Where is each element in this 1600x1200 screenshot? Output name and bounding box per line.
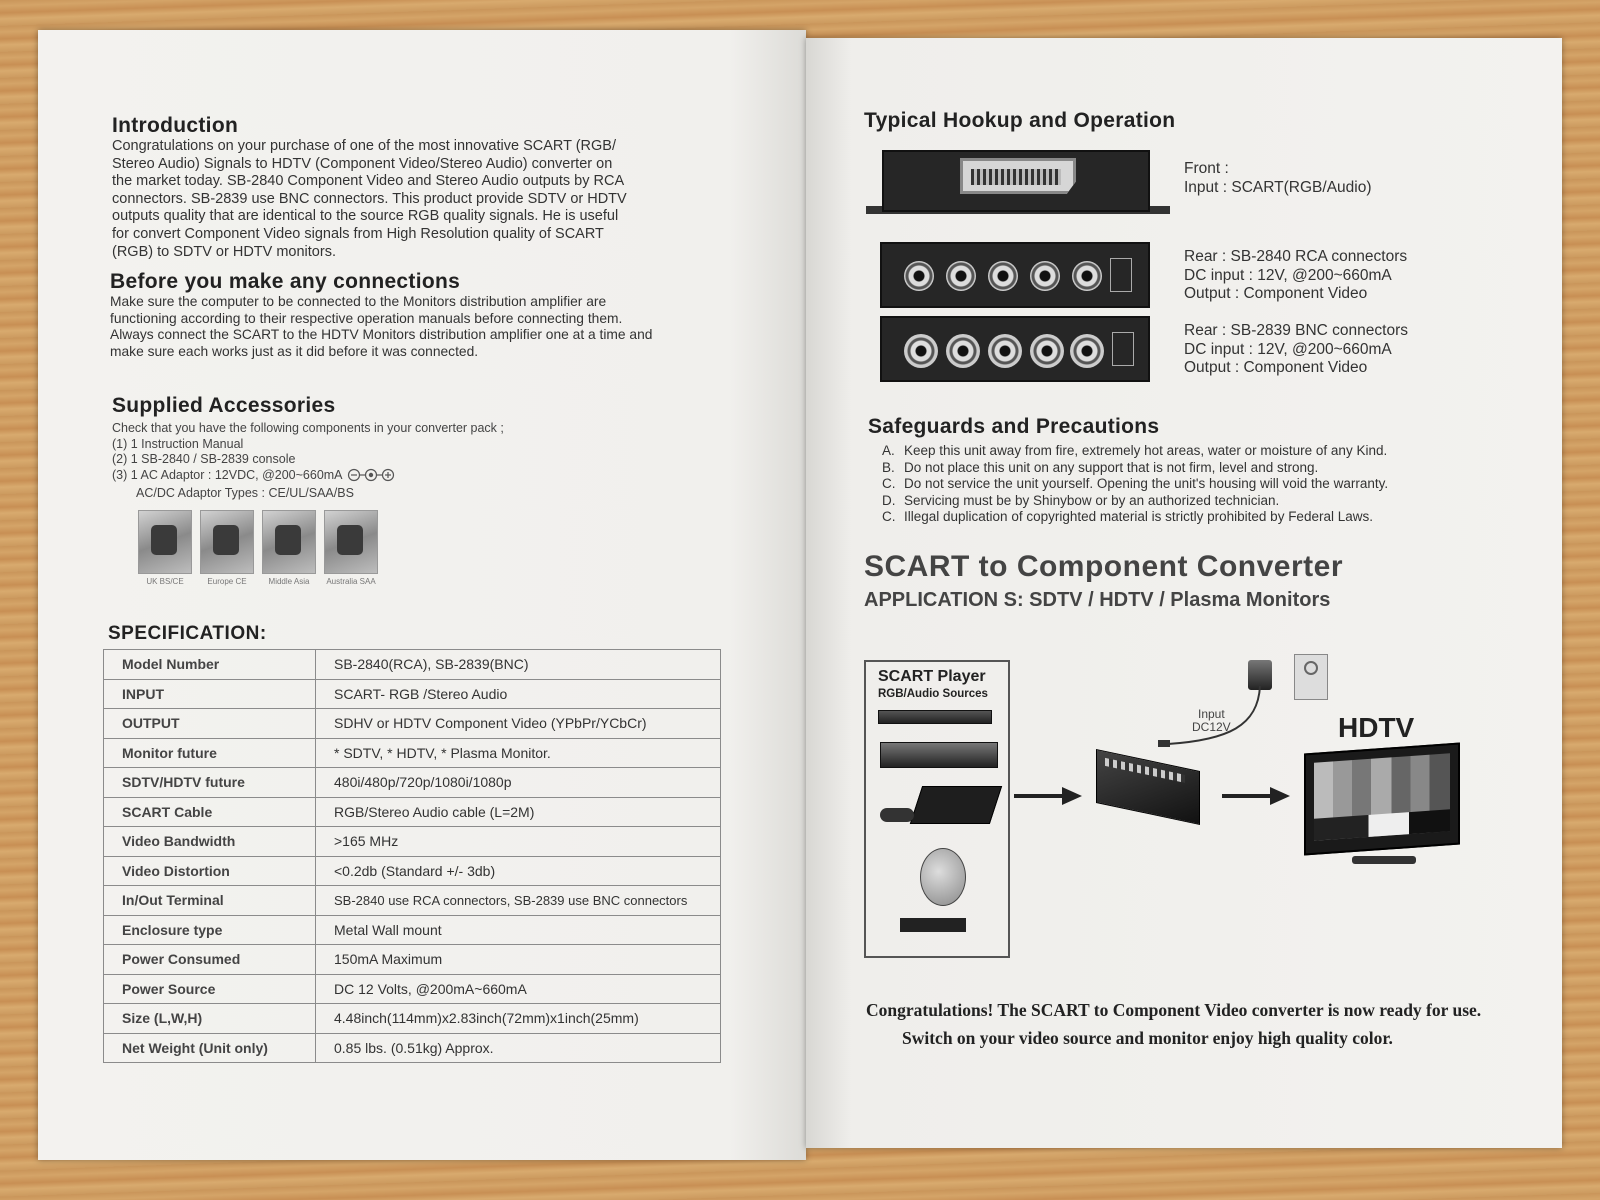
bnc-jack-icon bbox=[904, 334, 938, 368]
spec-row bbox=[104, 856, 721, 886]
spec-value: SCART- RGB /Stereo Audio bbox=[316, 679, 721, 709]
accessories-intro: Check that you have the following components in your converter pack ; bbox=[112, 421, 504, 435]
product-title: SCART to Component Converter bbox=[864, 550, 1343, 583]
rear-rca-line: Output : Component Video bbox=[1184, 285, 1368, 302]
adaptor-caption: Europe CE bbox=[207, 577, 247, 586]
left-page bbox=[38, 30, 806, 1160]
spec-value: DC 12 Volts, @200mA~660mA bbox=[316, 974, 721, 1004]
adaptor-caption: Middle Asia bbox=[268, 577, 310, 586]
safeguard-letter: C. bbox=[882, 509, 896, 524]
spec-row bbox=[104, 827, 721, 857]
rear-rca-line: DC input : 12V, @200~660mA bbox=[1184, 266, 1392, 284]
spec-key: Enclosure type bbox=[104, 915, 316, 945]
product-subtitle: APPLICATION S: SDTV / HDTV / Plasma Monitors bbox=[864, 589, 1331, 611]
spec-row bbox=[104, 650, 721, 680]
spec-value: 150mA Maximum bbox=[316, 945, 721, 975]
before-line: functioning according to their respective operation manuals before connecting them. bbox=[110, 310, 623, 326]
safeguard-letter: D. bbox=[882, 492, 896, 508]
dc-polarity-icon bbox=[347, 468, 395, 482]
front-label bbox=[1184, 160, 1372, 197]
dc-input-line: DC12V bbox=[1192, 720, 1231, 734]
adaptor-thumb bbox=[138, 510, 192, 586]
accessory-item: (2) 1 SB-2840 / SB-2839 console bbox=[112, 452, 296, 466]
dc-jack-icon bbox=[1110, 258, 1132, 292]
wall-outlet-icon bbox=[1294, 654, 1328, 700]
accessory-item-row bbox=[112, 468, 504, 484]
rear-rca-label bbox=[1184, 248, 1407, 304]
right-page bbox=[806, 38, 1562, 1148]
rear-bnc-line: Rear : SB-2839 BNC connectors bbox=[1184, 322, 1408, 339]
spec-row bbox=[104, 915, 721, 945]
spec-key: Video Bandwidth bbox=[104, 827, 316, 857]
safeguard-item bbox=[882, 460, 1388, 477]
adaptor-photo bbox=[200, 510, 254, 574]
arrow-icon bbox=[1014, 784, 1084, 808]
scart-port-icon bbox=[960, 158, 1076, 194]
rca-jack-icon bbox=[988, 261, 1018, 291]
converter-unit-icon bbox=[1096, 749, 1200, 825]
spec-row bbox=[104, 1004, 721, 1034]
spec-row bbox=[104, 974, 721, 1004]
safeguard-letter: A. bbox=[882, 443, 895, 458]
bnc-jack-icon bbox=[1030, 334, 1064, 368]
rear-bnc-label bbox=[1184, 322, 1408, 378]
adaptor-thumb bbox=[324, 510, 378, 586]
spec-key: Model Number bbox=[104, 650, 316, 680]
receiver-icon bbox=[900, 918, 966, 932]
adaptor-thumb bbox=[200, 510, 254, 586]
hdtv-label: HDTV bbox=[1338, 712, 1415, 743]
safeguards-heading: Safeguards and Precautions bbox=[868, 415, 1160, 438]
spec-key: In/Out Terminal bbox=[104, 886, 316, 916]
introduction-body bbox=[112, 138, 627, 261]
before-line: make sure each works just as it did before it was connected. bbox=[110, 343, 479, 359]
hdtv-stand bbox=[1352, 856, 1416, 864]
adaptor-types: AC/DC Adaptor Types : CE/UL/SAA/BS bbox=[136, 486, 354, 500]
hookup-heading: Typical Hookup and Operation bbox=[864, 109, 1176, 132]
intro-line: Stereo Audio) Signals to HDTV (Component Video/Stereo Audio) converter on bbox=[112, 155, 613, 172]
adaptor-photo bbox=[324, 510, 378, 574]
safeguard-text: Illegal duplication of copyrighted material is strictly prohibited by Federal Laws. bbox=[904, 509, 1373, 524]
spec-key: Power Consumed bbox=[104, 945, 316, 975]
spec-value: 4.48inch(114mm)x2.83inch(72mm)x1inch(25mm) bbox=[316, 1004, 721, 1034]
safeguard-item bbox=[882, 476, 1388, 493]
spec-value: RGB/Stereo Audio cable (L=2M) bbox=[316, 797, 721, 827]
rear-bnc-panel-image bbox=[880, 316, 1150, 382]
before-body bbox=[110, 294, 652, 360]
spec-value: SB-2840(RCA), SB-2839(BNC) bbox=[316, 650, 721, 680]
accessory-item: (1) 1 Instruction Manual bbox=[112, 436, 244, 451]
safeguard-text: Servicing must be by Shinybow or by an authorized technician. bbox=[904, 492, 1280, 508]
rear-rca-line: Rear : SB-2840 RCA connectors bbox=[1184, 248, 1408, 265]
closing-line-1: Congratulations! The SCART to Component Video converter is now ready for use. bbox=[866, 1000, 1482, 1020]
safeguard-letter: C. bbox=[882, 476, 896, 491]
spec-key: Size (L,W,H) bbox=[104, 1004, 316, 1034]
intro-line: (RGB) to SDTV or HDTV monitors. bbox=[112, 243, 336, 260]
adaptor-thumb bbox=[262, 510, 316, 586]
spec-key: Net Weight (Unit only) bbox=[104, 1033, 316, 1063]
adaptor-photo bbox=[262, 510, 316, 574]
safeguard-letter: B. bbox=[882, 459, 895, 475]
spec-row bbox=[104, 709, 721, 739]
scart-player-subtitle: RGB/Audio Sources bbox=[878, 688, 988, 700]
spec-value: 0.85 lbs. (0.51kg) Approx. bbox=[316, 1033, 721, 1063]
spec-value: <0.2db (Standard +/- 3db) bbox=[316, 856, 721, 886]
closing-line-2: Switch on your video source and monitor enjoy high quality color. bbox=[902, 1028, 1393, 1048]
adaptor-photo bbox=[138, 510, 192, 574]
bnc-jack-icon bbox=[946, 334, 980, 368]
spec-row bbox=[104, 768, 721, 798]
spec-value: * SDTV, * HDTV, * Plasma Monitor. bbox=[316, 738, 721, 768]
arrow-icon bbox=[1222, 784, 1292, 808]
gamepad-icon bbox=[880, 808, 914, 822]
satellite-dish-icon bbox=[920, 848, 966, 906]
spec-row bbox=[104, 1033, 721, 1063]
spec-row bbox=[104, 886, 721, 916]
safeguard-item bbox=[882, 443, 1388, 460]
hdtv-icon bbox=[1304, 743, 1460, 856]
spec-row bbox=[104, 797, 721, 827]
specification-heading: SPECIFICATION: bbox=[108, 623, 267, 644]
bnc-jack-icon bbox=[1070, 334, 1104, 368]
spec-key: OUTPUT bbox=[104, 709, 316, 739]
accessory-item: (3) 1 AC Adaptor : 12VDC, @200~660mA bbox=[112, 467, 343, 482]
specification-table bbox=[103, 649, 721, 1063]
intro-line: connectors. SB-2839 use BNC connectors. This product provide SDTV or HDTV bbox=[112, 190, 627, 207]
spec-value: Metal Wall mount bbox=[316, 915, 721, 945]
spec-value: 480i/480p/720p/1080i/1080p bbox=[316, 768, 721, 798]
rear-rca-panel-image bbox=[880, 242, 1150, 308]
safeguard-text: Do not place this unit on any support that is not firm, level and strong. bbox=[904, 459, 1319, 475]
rear-bnc-line: DC input : 12V, @200~660mA bbox=[1184, 340, 1392, 358]
device-body bbox=[882, 150, 1150, 212]
before-line: Make sure the computer to be connected to the Monitors distribution amplifier are bbox=[110, 294, 607, 309]
adaptor-thumbnails bbox=[138, 510, 378, 586]
spec-key: Video Distortion bbox=[104, 856, 316, 886]
scart-player-box bbox=[864, 660, 1010, 958]
spec-value: SB-2840 use RCA connectors, SB-2839 use BNC connectors bbox=[316, 886, 721, 916]
vcr-icon bbox=[880, 742, 998, 768]
intro-line: outputs quality that are identical to the source RGB quality signals. He is useful bbox=[112, 208, 619, 225]
before-heading: Before you make any connections bbox=[110, 270, 461, 293]
spec-value: >165 MHz bbox=[316, 827, 721, 857]
safeguards-list bbox=[882, 443, 1388, 526]
intro-line: the market today. SB-2840 Component Video and Stereo Audio outputs by RCA bbox=[112, 173, 625, 190]
introduction-heading: Introduction bbox=[112, 114, 239, 137]
intro-line: for convert Component Video signals from High Resolution quality of SCART bbox=[112, 225, 604, 242]
before-line: Always connect the SCART to the HDTV Monitors distribution amplifier one at a time and bbox=[110, 327, 653, 342]
rca-jack-icon bbox=[1072, 261, 1102, 291]
adaptor-caption: UK BS/CE bbox=[146, 577, 184, 586]
spec-key: SCART Cable bbox=[104, 797, 316, 827]
adaptor-caption: Australia SAA bbox=[326, 577, 376, 586]
rca-jack-icon bbox=[904, 261, 934, 291]
accessories-heading: Supplied Accessories bbox=[112, 394, 336, 417]
dc-input-line: Input bbox=[1197, 707, 1225, 721]
scart-player-title: SCART Player bbox=[878, 668, 986, 685]
spec-row bbox=[104, 679, 721, 709]
safeguard-text: Do not service the unit yourself. Opening the unit's housing will void the warranty. bbox=[904, 476, 1389, 491]
dc-jack-icon bbox=[1112, 332, 1134, 366]
spec-row bbox=[104, 738, 721, 768]
safeguard-text: Keep this unit away from fire, extremely hot areas, water or moisture of any Kind. bbox=[904, 443, 1388, 458]
rear-bnc-line: Output : Component Video bbox=[1184, 359, 1368, 376]
safeguard-item bbox=[882, 493, 1388, 510]
spec-key: Monitor future bbox=[104, 738, 316, 768]
color-bars bbox=[1314, 753, 1450, 841]
spec-value: SDHV or HDTV Component Video (YPbPr/YCbCr) bbox=[316, 709, 721, 739]
rca-jack-icon bbox=[946, 261, 976, 291]
safeguard-item bbox=[882, 509, 1388, 526]
bnc-jack-icon bbox=[988, 334, 1022, 368]
intro-line: Congratulations on your purchase of one of the most innovative SCART (RGB/ bbox=[112, 138, 617, 154]
spec-key: Power Source bbox=[104, 974, 316, 1004]
dc-input-label bbox=[1192, 708, 1231, 734]
spec-key: SDTV/HDTV future bbox=[104, 768, 316, 798]
dvd-player-icon bbox=[878, 710, 992, 724]
spec-key: INPUT bbox=[104, 679, 316, 709]
accessories-body bbox=[112, 421, 504, 502]
front-label-line: Input : SCART(RGB/Audio) bbox=[1184, 178, 1372, 196]
front-label-line: Front : bbox=[1184, 160, 1229, 177]
rca-jack-icon bbox=[1030, 261, 1060, 291]
spec-row bbox=[104, 945, 721, 975]
game-console-icon bbox=[910, 786, 1002, 824]
